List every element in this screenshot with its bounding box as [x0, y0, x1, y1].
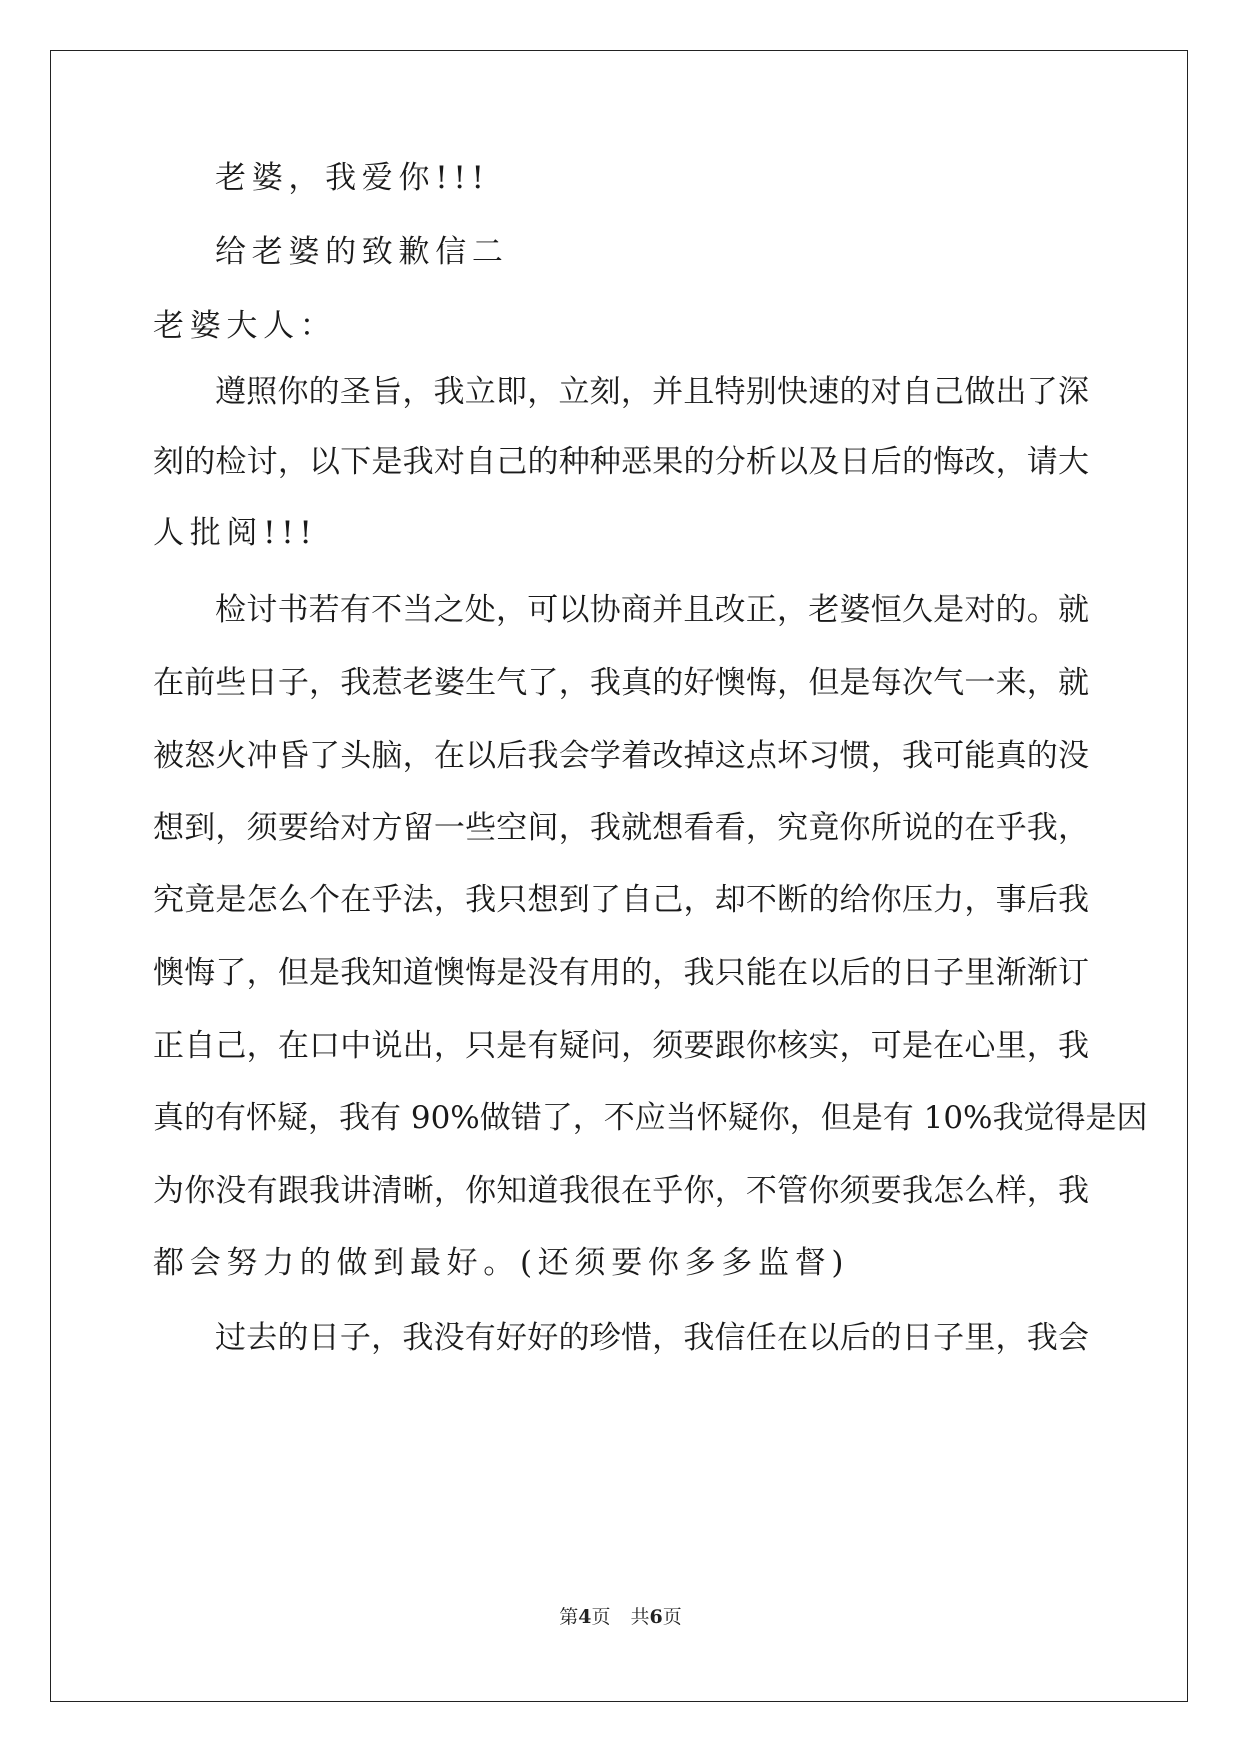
text-line: 都会努力的做到最好。(还须要你多多监督)	[153, 1245, 850, 1281]
text-line: 正自己，在口中说出，只是有疑问，须要跟你核实，可是在心里，我	[153, 1028, 1089, 1064]
text-line: 人批阅!!!	[153, 515, 318, 551]
text-line: 为你没有跟我讲清晰，你知道我很在乎你，不管你须要我怎么样，我	[153, 1173, 1089, 1209]
text-line: 被怒火冲昏了头脑，在以后我会学着改掉这点坏习惯，我可能真的没	[153, 738, 1089, 774]
text-line: 检讨书若有不当之处，可以协商并且改正，老婆恒久是对的。就	[215, 592, 1089, 628]
page-border	[50, 50, 1188, 1702]
text-line: 过去的日子，我没有好好的珍惜，我信任在以后的日子里，我会	[215, 1320, 1089, 1356]
text-line: 想到，须要给对方留一些空间，我就想看看，究竟你所说的在乎我，	[153, 810, 1089, 846]
footer-prefix: 第	[559, 1606, 579, 1628]
text-line: 遵照你的圣旨，我立即，立刻，并且特别快速的对自己做出了深	[215, 374, 1089, 410]
total-pages-number: 6	[649, 1606, 663, 1628]
salutation: 老婆大人：	[153, 308, 337, 344]
text-line: 在前些日子，我惹老婆生气了，我真的好懊悔，但是每次气一来，就	[153, 665, 1089, 701]
footer-total-prefix: 共	[630, 1606, 650, 1628]
current-page-number: 4	[578, 1606, 592, 1628]
footer-page-suffix: 页	[591, 1606, 611, 1628]
footer-total-suffix: 页	[662, 1606, 682, 1628]
text-line: 刻的检讨，以下是我对自己的种种恶果的分析以及日后的悔改，请大	[153, 444, 1089, 480]
page-footer	[0, 1605, 1241, 1629]
text-line: 真的有怀疑，我有 90%做错了，不应当怀疑你，但是有 10%我觉得是因	[153, 1100, 1148, 1136]
text-line: 给老婆的致歉信二	[215, 234, 509, 270]
text-line: 究竟是怎么个在乎法，我只想到了自己，却不断的给你压力，事后我	[153, 882, 1089, 918]
text-line: 懊悔了，但是我知道懊悔是没有用的，我只能在以后的日子里渐渐订	[153, 955, 1089, 991]
text-line: 老婆，我爱你!!!	[215, 160, 490, 196]
